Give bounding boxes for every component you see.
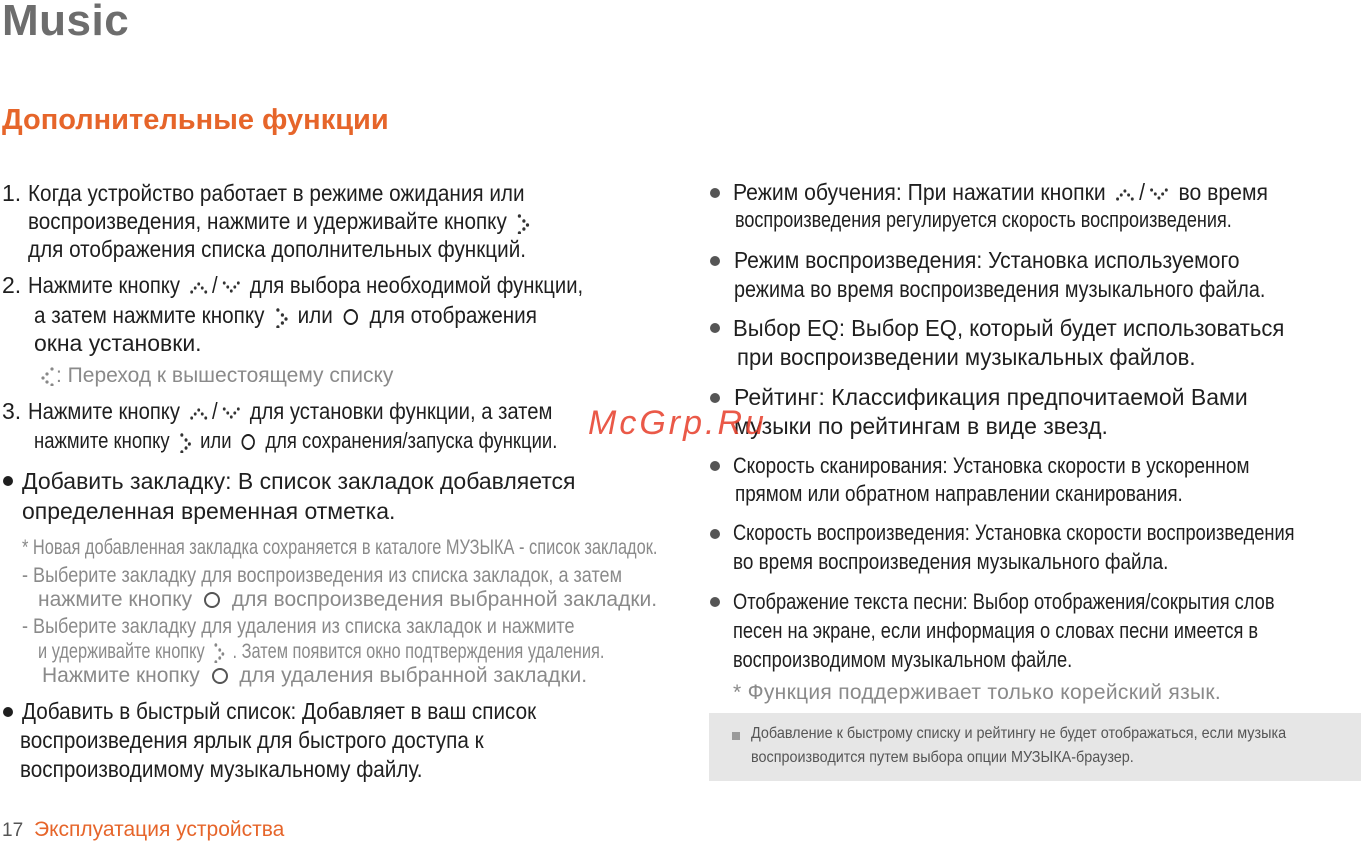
right-item-3-line-1 (733, 315, 1307, 342)
step-text: нажмите кнопку (34, 428, 170, 453)
step-number: 2. (2, 272, 22, 298)
bookmark-note-text: * Новая добавленная закладка сохраняется в каталоге МУЗЫКА - список закладок. (22, 536, 658, 559)
step-text: Нажмите кнопку (27, 398, 180, 424)
down-dots-icon (1149, 187, 1169, 201)
bullet-icon (710, 393, 720, 403)
up-dots-icon (189, 406, 208, 420)
right-item-5-line-2 (735, 481, 1256, 507)
step-text: или (200, 428, 232, 453)
bullet-icon (710, 256, 720, 266)
bookmark-sub2-line-3 (42, 664, 587, 688)
step-text: для установки функции, а затем (249, 398, 552, 424)
right-dots-icon (516, 212, 530, 234)
up-dots-icon (1115, 187, 1135, 201)
left-dots-icon (40, 366, 54, 386)
item-text: Рейтинг: Классификация предпочитаемой Вами (734, 384, 1248, 410)
right-item-6-line-1 (733, 520, 1361, 546)
page-number: 17 (2, 820, 24, 841)
step-3: 3. Нажмите кнопку / для установки функции, а затем (2, 398, 552, 424)
bookmark-sub1-line-1 (22, 564, 720, 588)
step-text: воспроизведения, нажмите и удерживайте кнопку (28, 208, 507, 234)
bullet-icon (710, 597, 720, 607)
bookmark-sub2-line-2 (38, 640, 764, 664)
step-2-line-3 (34, 330, 202, 357)
bookmark-line-2: определенная временная отметка. (22, 498, 396, 524)
watermark: McGrp.Ru (588, 404, 767, 442)
step-text: Нажмите кнопку (27, 272, 180, 298)
step-text: для отображения списка дополнительных функций. (28, 236, 527, 262)
bullet-icon (710, 188, 720, 198)
item-text: Скорость сканирования: Установка скорости в ускоренном (733, 453, 1250, 478)
item-text: воспроизводимом музыкальном файле. (733, 647, 1073, 672)
right-dots-icon (178, 431, 191, 453)
bullet-icon (710, 529, 720, 539)
bookmark-note (22, 536, 837, 560)
right-item-2-line-1 (734, 247, 1283, 274)
item-text: Выбор EQ: Выбор EQ, который будет использоваться (733, 315, 1285, 341)
bookmark-sub1-line-2 (38, 588, 657, 612)
step-text: для отображения (369, 302, 537, 328)
up-dots-icon (189, 280, 208, 294)
back-hint-text: : Переход к вышестоящему списку (56, 364, 394, 387)
note-box (709, 713, 1361, 781)
note-box-line-1 (751, 725, 1346, 743)
right-item-3-line-2 (737, 344, 1215, 371)
item-text: прямом или обратном направлении сканирования. (735, 481, 1183, 506)
bullet-icon (710, 323, 720, 333)
note-text: Добавление к быстрому списку и рейтингу не будет отображаться, если музыка (751, 725, 1287, 742)
step-text: Когда устройство работает в режиме ожидания или (27, 180, 525, 206)
right-item-7-line-1 (733, 589, 1361, 615)
note-text: воспроизводится путем выбора опции МУЗЫКА-браузер. (751, 749, 1134, 766)
step-text: а затем нажмите кнопку (34, 302, 265, 328)
step-text: для сохранения/запуска функции. (265, 428, 558, 453)
sub-text: - Выберите закладку для воспроизведения из списка закладок, а затем (22, 564, 622, 587)
bookmark-line-1: Добавить закладку: В список закладок добавляется (22, 468, 576, 494)
item-text: Отображение текста песни: Выбор отображения/сокрытия слов (733, 589, 1275, 614)
item-text: воспроизведения регулируется скорость воспроизведения. (735, 207, 1232, 232)
right-item-1-line-1: Режим обучения: При нажатии кнопки / во время (733, 179, 1268, 205)
step-2-line-2 (34, 302, 593, 329)
quicklist-line-3 (20, 756, 467, 783)
right-item-7-line-2 (733, 618, 1361, 644)
circle-button-icon (204, 592, 220, 608)
footer-label: Эксплуатация устройства (34, 818, 285, 841)
circle-button-icon (212, 668, 228, 684)
item-text: во время (1178, 179, 1268, 205)
quicklist-text: Добавить в быстрый список: Добавляет в ваш список (22, 698, 537, 724)
item-text: Режим воспроизведения: Установка используемого (734, 247, 1240, 273)
step-text: для выбора необходимой функции, (249, 272, 583, 298)
step-number: 3. (2, 398, 22, 424)
step-1-line-3 (28, 236, 581, 263)
bullet-icon (3, 476, 13, 486)
item-text: Скорость воспроизведения: Установка скорости воспроизведения (733, 520, 1295, 545)
right-dots-icon (212, 641, 224, 663)
sub-text: нажмите кнопку (38, 588, 193, 611)
right-item-5-line-1 (733, 453, 1334, 479)
korean-note: * Функция поддерживает только корейский язык. (733, 681, 1222, 704)
sub-text: . Затем появится окно подтверждения удаления. (232, 640, 605, 663)
right-item-4-line-1 (734, 384, 1248, 411)
sub-text: и удерживайте кнопку (38, 640, 205, 663)
circle-button-icon (344, 309, 358, 325)
quicklist-line-2 (20, 727, 535, 754)
sub-text: - Выберите закладку для удаления из списка закладок и нажмите (22, 615, 575, 638)
step-1-line-2 (28, 208, 590, 235)
item-text: при воспроизведении музыкальных файлов. (737, 344, 1196, 370)
sub-text: для удаления выбранной закладки. (239, 664, 588, 687)
step-text: окна установки. (34, 330, 202, 356)
step-1 (2, 180, 579, 207)
right-item-4-line-2 (734, 413, 1108, 440)
page-title: Music (2, 0, 130, 45)
note-box-line-2 (751, 749, 1176, 767)
bookmark-sub2-line-1 (22, 615, 665, 639)
quicklist-text: воспроизводимому музыкальному файлу. (20, 756, 423, 782)
right-item-2-line-2 (734, 276, 1352, 303)
right-item-6-line-2 (733, 549, 1239, 575)
item-text: песен на экране, если информация о словах песни имеется в (733, 618, 1259, 643)
sub-text: для воспроизведения выбранной закладки. (231, 588, 658, 611)
right-dots-icon (274, 306, 288, 328)
item-text: Режим обучения: При нажатии кнопки (733, 179, 1106, 205)
bullet-icon (3, 707, 13, 717)
back-hint (40, 364, 393, 388)
item-text: во время воспроизведения музыкального файла. (733, 549, 1169, 574)
sub-text: Нажмите кнопку (42, 664, 200, 687)
square-bullet-icon (732, 732, 740, 740)
step-2: 2. Нажмите кнопку / для выбора необходимой функции, (2, 272, 583, 298)
bullet-icon (710, 461, 720, 471)
step-3-line-2 (34, 428, 657, 454)
step-text: или (297, 302, 333, 328)
down-dots-icon (221, 406, 240, 420)
quicklist-line-1 (22, 698, 593, 725)
item-text: музыки по рейтингам в виде звезд. (734, 413, 1108, 439)
section-title: Дополнительные функции (2, 104, 389, 136)
item-text: режима во время воспроизведения музыкального файла. (734, 276, 1266, 302)
circle-button-icon (242, 434, 255, 450)
quicklist-text: воспроизведения ярлык для быстрого доступа к (20, 727, 484, 753)
step-number: 1. (2, 180, 22, 206)
right-item-7-line-3 (733, 647, 1142, 673)
down-dots-icon (221, 280, 240, 294)
right-item-1-line-2 (735, 207, 1341, 233)
